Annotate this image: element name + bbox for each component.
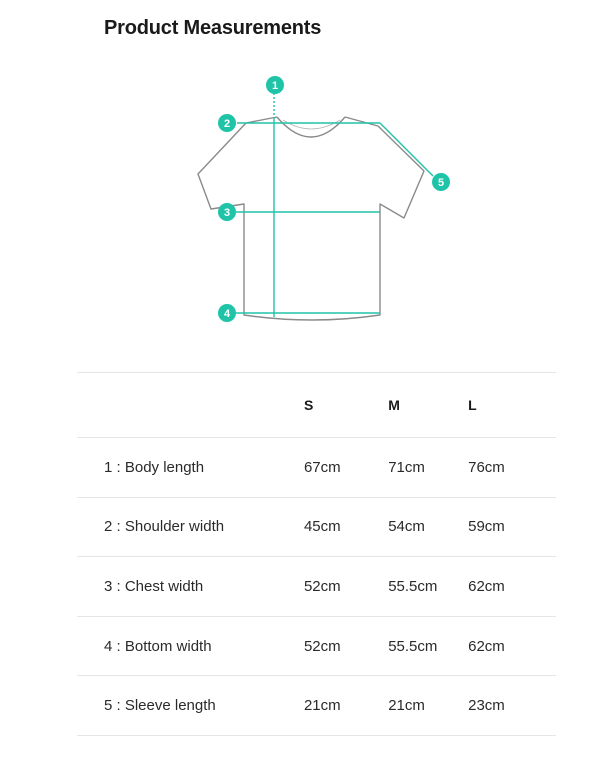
table-header-row [77,373,556,438]
header-size-m: M [388,397,400,413]
svg-text:2: 2 [223,118,231,130]
cell-size-m: 54cm [388,518,425,536]
table-row [77,557,556,617]
cell-size-l: 23cm [468,697,505,715]
svg-text:1: 1 [271,80,279,92]
size-chart-table [77,372,556,736]
table-row [77,676,556,736]
tshirt-measurement-diagram [0,0,613,340]
cell-size-l: 59cm [468,518,505,536]
cell-size-l: 76cm [468,458,505,476]
cell-size-m: 55.5cm [388,577,438,595]
header-empty [77,373,304,438]
cell-size-s: 21cm [303,697,341,715]
row-label: 2 : Shoulder width [104,518,225,536]
svg-text:5: 5 [437,177,445,189]
svg-text:3: 3 [223,207,231,219]
page-title: Product Measurements [104,17,322,39]
marker-3 [218,203,236,221]
marker-5 [432,173,450,191]
table-row [77,497,556,557]
cell-size-m: 55.5cm [388,637,438,655]
cell-size-s: 67cm [303,458,341,476]
row-label: 4 : Bottom width [104,637,212,655]
table-row [77,616,556,676]
row-label: 3 : Chest width [104,577,204,595]
row-label: 1 : Body length [104,458,205,476]
cell-size-m: 21cm [388,697,425,715]
cell-size-s: 52cm [303,577,341,595]
cell-size-m: 71cm [388,458,425,476]
cell-size-s: 45cm [303,518,341,536]
svg-text:4: 4 [223,308,231,320]
cell-size-s: 52cm [303,637,341,655]
cell-size-l: 62cm [468,637,505,655]
header-size-s: S [303,397,314,413]
cell-size-l: 62cm [468,577,505,595]
marker-4 [218,304,236,322]
row-label: 5 : Sleeve length [104,697,216,715]
table-row [77,438,556,498]
header-size-l: L [468,397,477,413]
marker-2 [218,114,236,132]
marker-1 [266,76,284,94]
